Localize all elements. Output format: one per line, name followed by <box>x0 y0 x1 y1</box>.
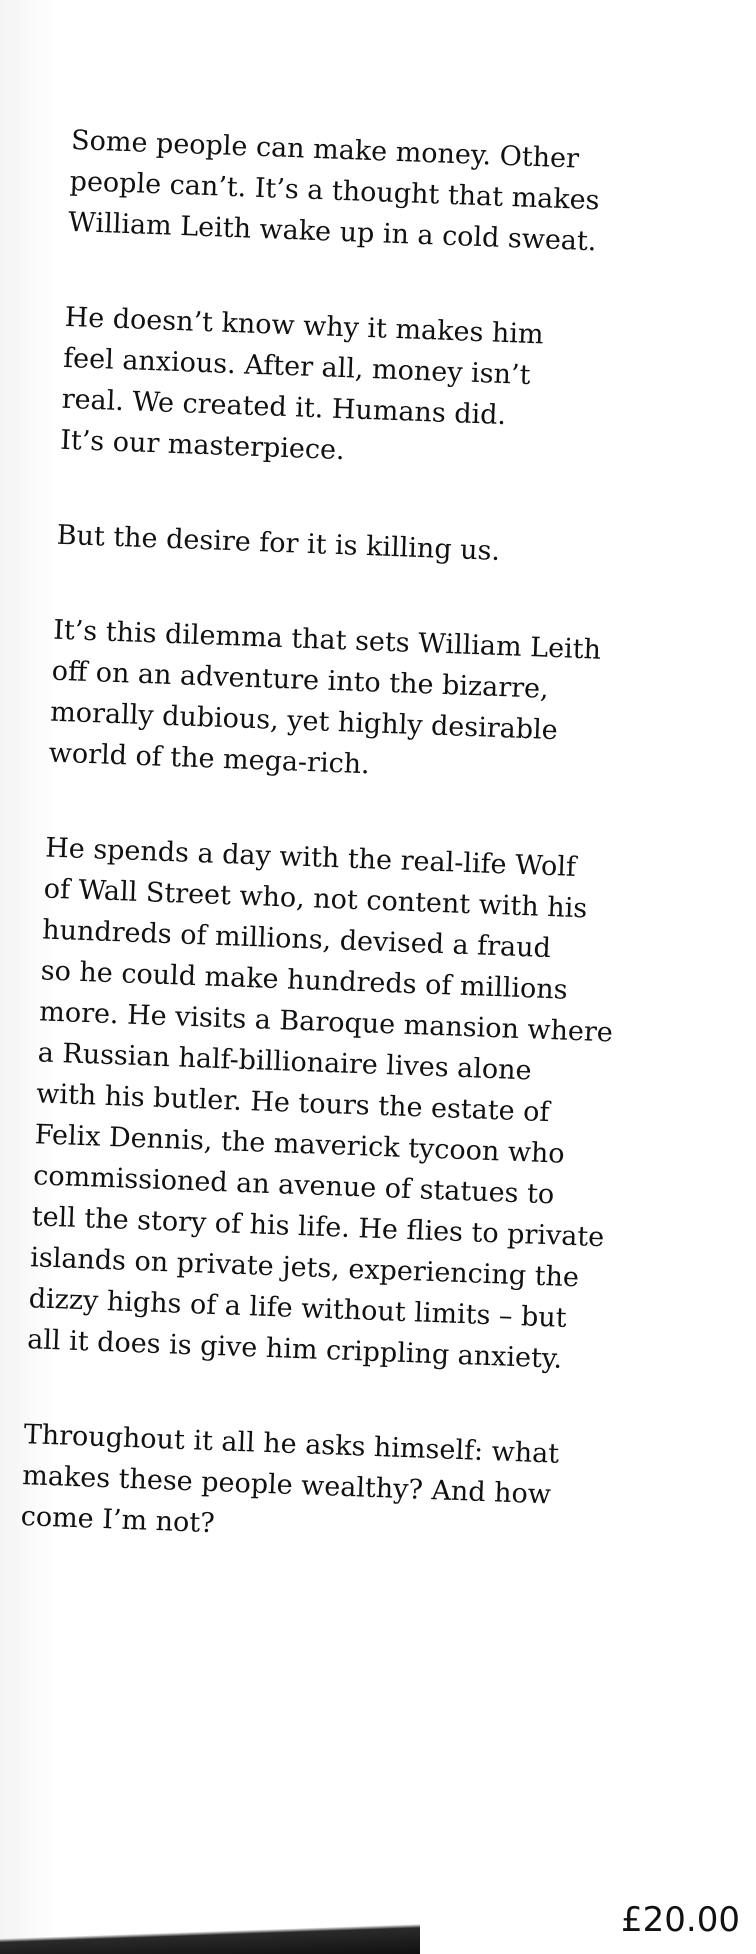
blurb-line: so he could make hundreds of millions <box>40 955 569 1006</box>
blurb-line: Felix Dennis, the maverick tycoon who <box>34 1119 566 1170</box>
page-edge-shadow <box>0 1914 420 1954</box>
blurb-paragraph-1 <box>67 120 651 264</box>
blurb-line: all it does is give him crippling anxiety. <box>26 1324 563 1375</box>
blurb-line: of Wall Street who, not content with his <box>43 873 588 925</box>
blurb-line: real. We created it. Humans did. <box>61 383 507 432</box>
blurb-paragraph-4 <box>48 610 634 795</box>
blurb-line: islands on private jets, experiencing the <box>29 1242 580 1294</box>
blurb-paragraph-2 <box>60 297 646 482</box>
price-label: £20.00 <box>621 1900 740 1940</box>
blurb-line: morally dubious, yet highly desirable <box>49 696 559 747</box>
blurb-line: people can’t. It’s a thought that makes <box>69 165 601 217</box>
blurb-line: off on an adventure into the bizarre, <box>51 655 550 705</box>
blurb-text <box>18 120 652 1612</box>
blurb-line: dizzy highs of a life without limits – but <box>28 1283 568 1334</box>
blurb-line: But the desire for it is killing us. <box>56 519 501 567</box>
blurb-line: makes these people wealthy? And how <box>21 1460 552 1511</box>
blurb-line: It’s this dilemma that sets William Leith <box>52 614 602 666</box>
blurb-paragraph-5 <box>27 828 626 1382</box>
blurb-line: a Russian half-billionaire lives alone <box>37 1037 533 1087</box>
blurb-paragraph-6 <box>20 1414 604 1558</box>
blurb-line: with his butler. He tours the estate of <box>35 1078 550 1129</box>
blurb-paragraph-3 <box>56 515 637 577</box>
blurb-line: world of the mega-rich. <box>48 737 371 781</box>
blurb-line: He doesn’t know why it makes him <box>64 301 545 351</box>
blurb-line: more. He visits a Baroque mansion where <box>38 996 614 1049</box>
blurb-line: William Leith wake up in a cold sweat. <box>67 206 597 258</box>
blurb-line: commissioned an avenue of statues to <box>32 1160 555 1211</box>
blurb-line: tell the story of his life. He flies to private <box>31 1201 605 1254</box>
blurb-line: Some people can make money. Other <box>70 124 580 175</box>
blurb-line: come I’m not? <box>20 1501 216 1540</box>
blurb-line: Throughout it all he asks himself: what <box>23 1419 560 1470</box>
blurb-line: hundreds of millions, devised a fraud <box>41 914 552 965</box>
blurb-line: feel anxious. After all, money isn’t <box>62 342 531 391</box>
blurb-line: It’s our masterpiece. <box>59 424 346 467</box>
blurb-line: He spends a day with the real-life Wolf <box>44 832 577 883</box>
